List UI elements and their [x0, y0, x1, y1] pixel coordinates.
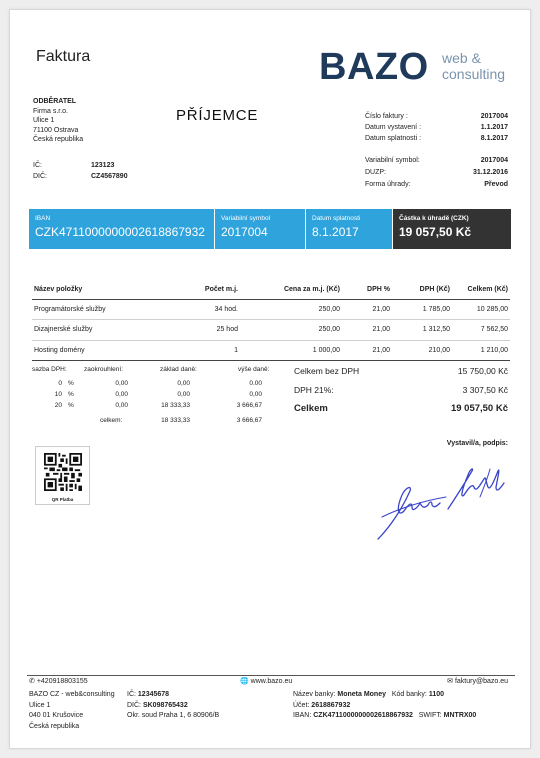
- duzp-row: DUZP: 31.12.2016: [365, 169, 508, 176]
- signature-label: Vystavil/a, podpis:: [446, 440, 508, 447]
- footer-divider: [27, 675, 515, 676]
- invoice-number-row: Číslo faktury : 2017004: [365, 113, 508, 120]
- customer-heading: ODBĚRATEL: [33, 98, 77, 105]
- customer-street: Ulice 1: [33, 117, 55, 124]
- due-date-row: Datum splatnosti : 8.1.2017: [365, 135, 508, 142]
- footer-phone: ✆ +420918803155: [29, 678, 88, 685]
- qr-code-icon: [44, 453, 82, 491]
- issue-date-row: Datum vystavení : 1.1.2017: [365, 124, 508, 131]
- footer-registration: IČ: 12345678 DIČ: SK098765432 Okr. soud Praha 1, 6 80906/B: [127, 691, 220, 719]
- mail-icon: ✉: [447, 678, 454, 685]
- variable-symbol-row: Variabilní symbol: 2017004: [365, 157, 508, 164]
- customer-name: Firma s.r.o.: [33, 107, 69, 115]
- items-header-row: Název položky Počet m.j. Cena za m.j. (Kč) DPH % DPH (Kč) Celkem (Kč): [32, 280, 510, 299]
- document-title: Faktura: [36, 48, 91, 65]
- customer-country: Česká republika: [33, 136, 84, 143]
- qr-payment-box: [35, 446, 90, 505]
- footer-email[interactable]: ✉ faktury@bazo.eu: [447, 678, 508, 685]
- company-logo-subtitle: web & consulting: [442, 50, 506, 82]
- iban-value: CZK4711000000002618867932: [35, 225, 205, 239]
- recipient-label: PŘÍJEMCE: [176, 107, 259, 124]
- customer-block: [33, 97, 173, 145]
- customer-ic: 123123: [91, 162, 115, 169]
- variable-symbol-value: 2017004: [221, 225, 268, 239]
- invoice-info: [365, 112, 508, 152]
- customer-dic: CZ4567890: [91, 173, 128, 180]
- qr-caption: QR Platba: [51, 497, 74, 502]
- footer-bank: Název banky: Moneta Money Kód banky: 1100 Účet: 2618867932 IBAN: CZK4711000000002618867932 SWIFT: MNTRX00: [293, 691, 477, 719]
- invoice-page: [9, 9, 531, 749]
- iban-box: IBAN CZK4711000000002618867932: [29, 209, 214, 249]
- amount-due-value: 19 057,50 Kč: [399, 225, 472, 239]
- company-logo: BAZO: [319, 46, 429, 88]
- phone-icon: ✆: [29, 678, 35, 685]
- globe-icon: 🌐: [240, 678, 249, 685]
- summary-vat: DPH 21%: 3 307,50 Kč: [294, 385, 508, 395]
- footer-company: BAZO CZ - web&consulting Ulice 1 040 01 Krušovice Česká republika: [29, 691, 115, 730]
- customer-ids: IČ: 123123 DIČ: CZ4567890: [33, 162, 128, 180]
- signature-image: [372, 457, 512, 545]
- summary-total: Celkem 19 057,50 Kč: [294, 403, 508, 414]
- payment-info: [365, 156, 508, 196]
- due-date-value: 8.1.2017: [312, 225, 359, 239]
- summary-net: Celkem bez DPH 15 750,00 Kč: [294, 366, 508, 376]
- table-row: Programátorské služby 34 hod. 250,00 21,00 1 785,00 10 285,00: [32, 299, 510, 320]
- footer-web[interactable]: 🌐 www.bazo.eu: [240, 678, 293, 685]
- due-date-box: Datum splatnosti 8.1.2017: [306, 209, 392, 249]
- table-row: Hosting domény 1 1 000,00 21,00 210,00 1 210,00: [32, 340, 510, 361]
- vat-breakdown: sazba DPH: zaokrouhlení: základ daně: výše daně: 0 % 0,00 0,00 0.00 10 % 0,00 0,00 0,00 20 % 0,00 18 333,33 3 666,67 celkem: 18 333,33 3 666,67: [32, 366, 270, 424]
- payment-method-row: Forma úhrady: Převod: [365, 181, 508, 188]
- items-table: [32, 280, 510, 361]
- customer-city: 71100 Ostrava: [33, 126, 79, 134]
- amount-due-box: Částka k úhradě (CZK) 19 057,50 Kč: [393, 209, 511, 249]
- table-row: Dizajnerské služby 25 hod 250,00 21,00 1 312,50 7 562,50: [32, 320, 510, 341]
- variable-symbol-box: Variabilní symbol 2017004: [215, 209, 305, 249]
